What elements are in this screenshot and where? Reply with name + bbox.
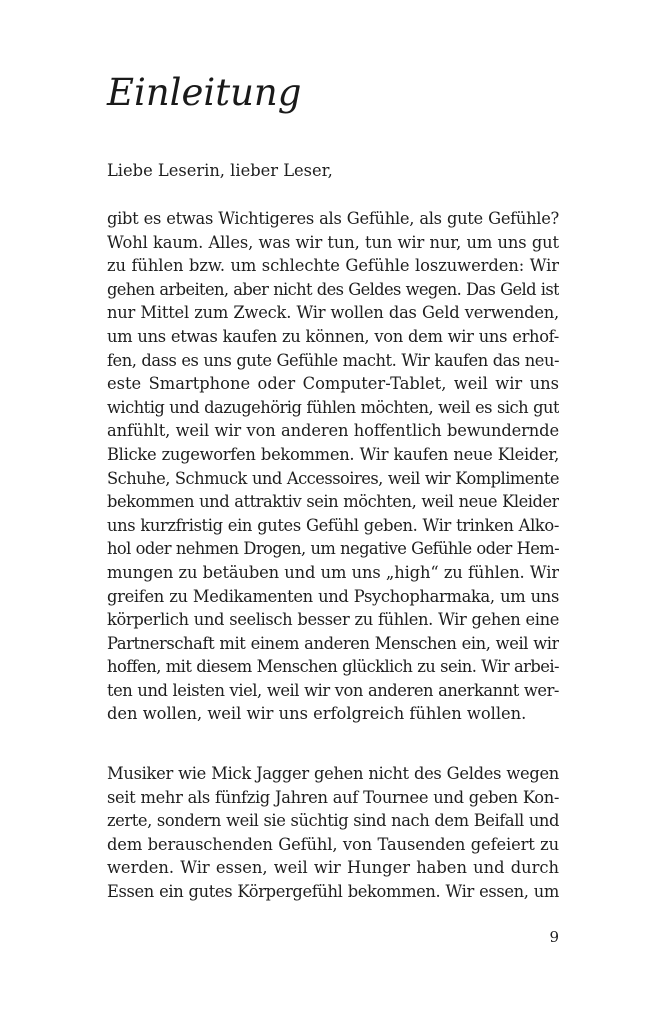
- text-line: Partnerschaft mit einem anderen Menschen ein, weil wir: [107, 633, 559, 653]
- text-line: hoffen, mit diesem Menschen glücklich zu sein. Wir arbei-: [107, 657, 559, 677]
- text-line: dem berauschenden Gefühl, von Tausenden gefeiert zu: [107, 834, 559, 854]
- paragraph-2: [107, 762, 559, 904]
- text-line: anfühlt, weil wir von anderen hoffentlich bewundernde: [107, 421, 559, 441]
- text-line: Musiker wie Mick Jagger gehen nicht des Geldes wegen: [107, 764, 559, 783]
- text-line: ten und leisten viel, weil wir von anderen anerkannt wer-: [107, 680, 559, 700]
- text-line: seit mehr als fünfzig Jahren auf Tournee und geben Kon-: [107, 787, 559, 807]
- text-line: werden. Wir essen, weil wir Hunger haben und durch: [107, 858, 559, 878]
- text-line: greifen zu Medikamenten und Psychopharmaka, um uns: [107, 586, 559, 606]
- text-line: hol oder nehmen Drogen, um negative Gefühle oder Hem-: [107, 539, 559, 559]
- text-line: uns kurzfristig ein gutes Gefühl geben. Wir trinken Alko-: [107, 515, 559, 535]
- text-line: gibt es etwas Wichtigeres als Gefühle, als gute Gefühle?: [107, 209, 559, 228]
- text-line: Essen ein gutes Körpergefühl bekommen. Wir essen, um: [107, 881, 559, 901]
- text-line: zu fühlen bzw. um schlechte Gefühle loszuwerden: Wir: [107, 256, 559, 276]
- salutation: [107, 159, 559, 183]
- text-line: wichtig und dazugehörig fühlen möchten, weil es sich gut: [107, 397, 559, 417]
- text-line: um uns etwas kaufen zu können, von dem wir uns erhof-: [107, 326, 559, 346]
- paragraph-1: [107, 207, 559, 726]
- text-line: Wohl kaum. Alles, was wir tun, tun wir nur, um uns gut: [107, 232, 559, 252]
- text-line: körperlich und seelisch besser zu fühlen. Wir gehen eine: [107, 610, 559, 630]
- text-line: este Smartphone oder Computer-Tablet, weil wir uns: [107, 374, 559, 394]
- text-line: Blicke zugeworfen bekommen. Wir kaufen neue Kleider,: [107, 444, 559, 464]
- text-line: nur Mittel zum Zweck. Wir wollen das Geld verwenden,: [107, 303, 559, 323]
- chapter-title: Einleitung: [107, 71, 302, 114]
- text-line: Schuhe, Schmuck und Accessoires, weil wir Komplimente: [107, 468, 559, 488]
- text-line: fen, dass es uns gute Gefühle macht. Wir kaufen das neu-: [107, 350, 559, 370]
- text-line: bekommen und attraktiv sein möchten, weil neue Kleider: [107, 492, 559, 512]
- text-line: mungen zu betäuben und um uns „high“ zu fühlen. Wir: [107, 562, 559, 582]
- text-line: zerte, sondern weil sie süchtig sind nach dem Beifall und: [107, 811, 559, 831]
- text-line: gehen arbeiten, aber nicht des Geldes wegen. Das Geld ist: [107, 279, 559, 299]
- salutation-line: Liebe Leserin, lieber Leser,: [107, 161, 333, 180]
- text-line: den wollen, weil wir uns erfolgreich fühlen wollen.: [107, 704, 527, 724]
- page-number: 9: [549, 928, 559, 946]
